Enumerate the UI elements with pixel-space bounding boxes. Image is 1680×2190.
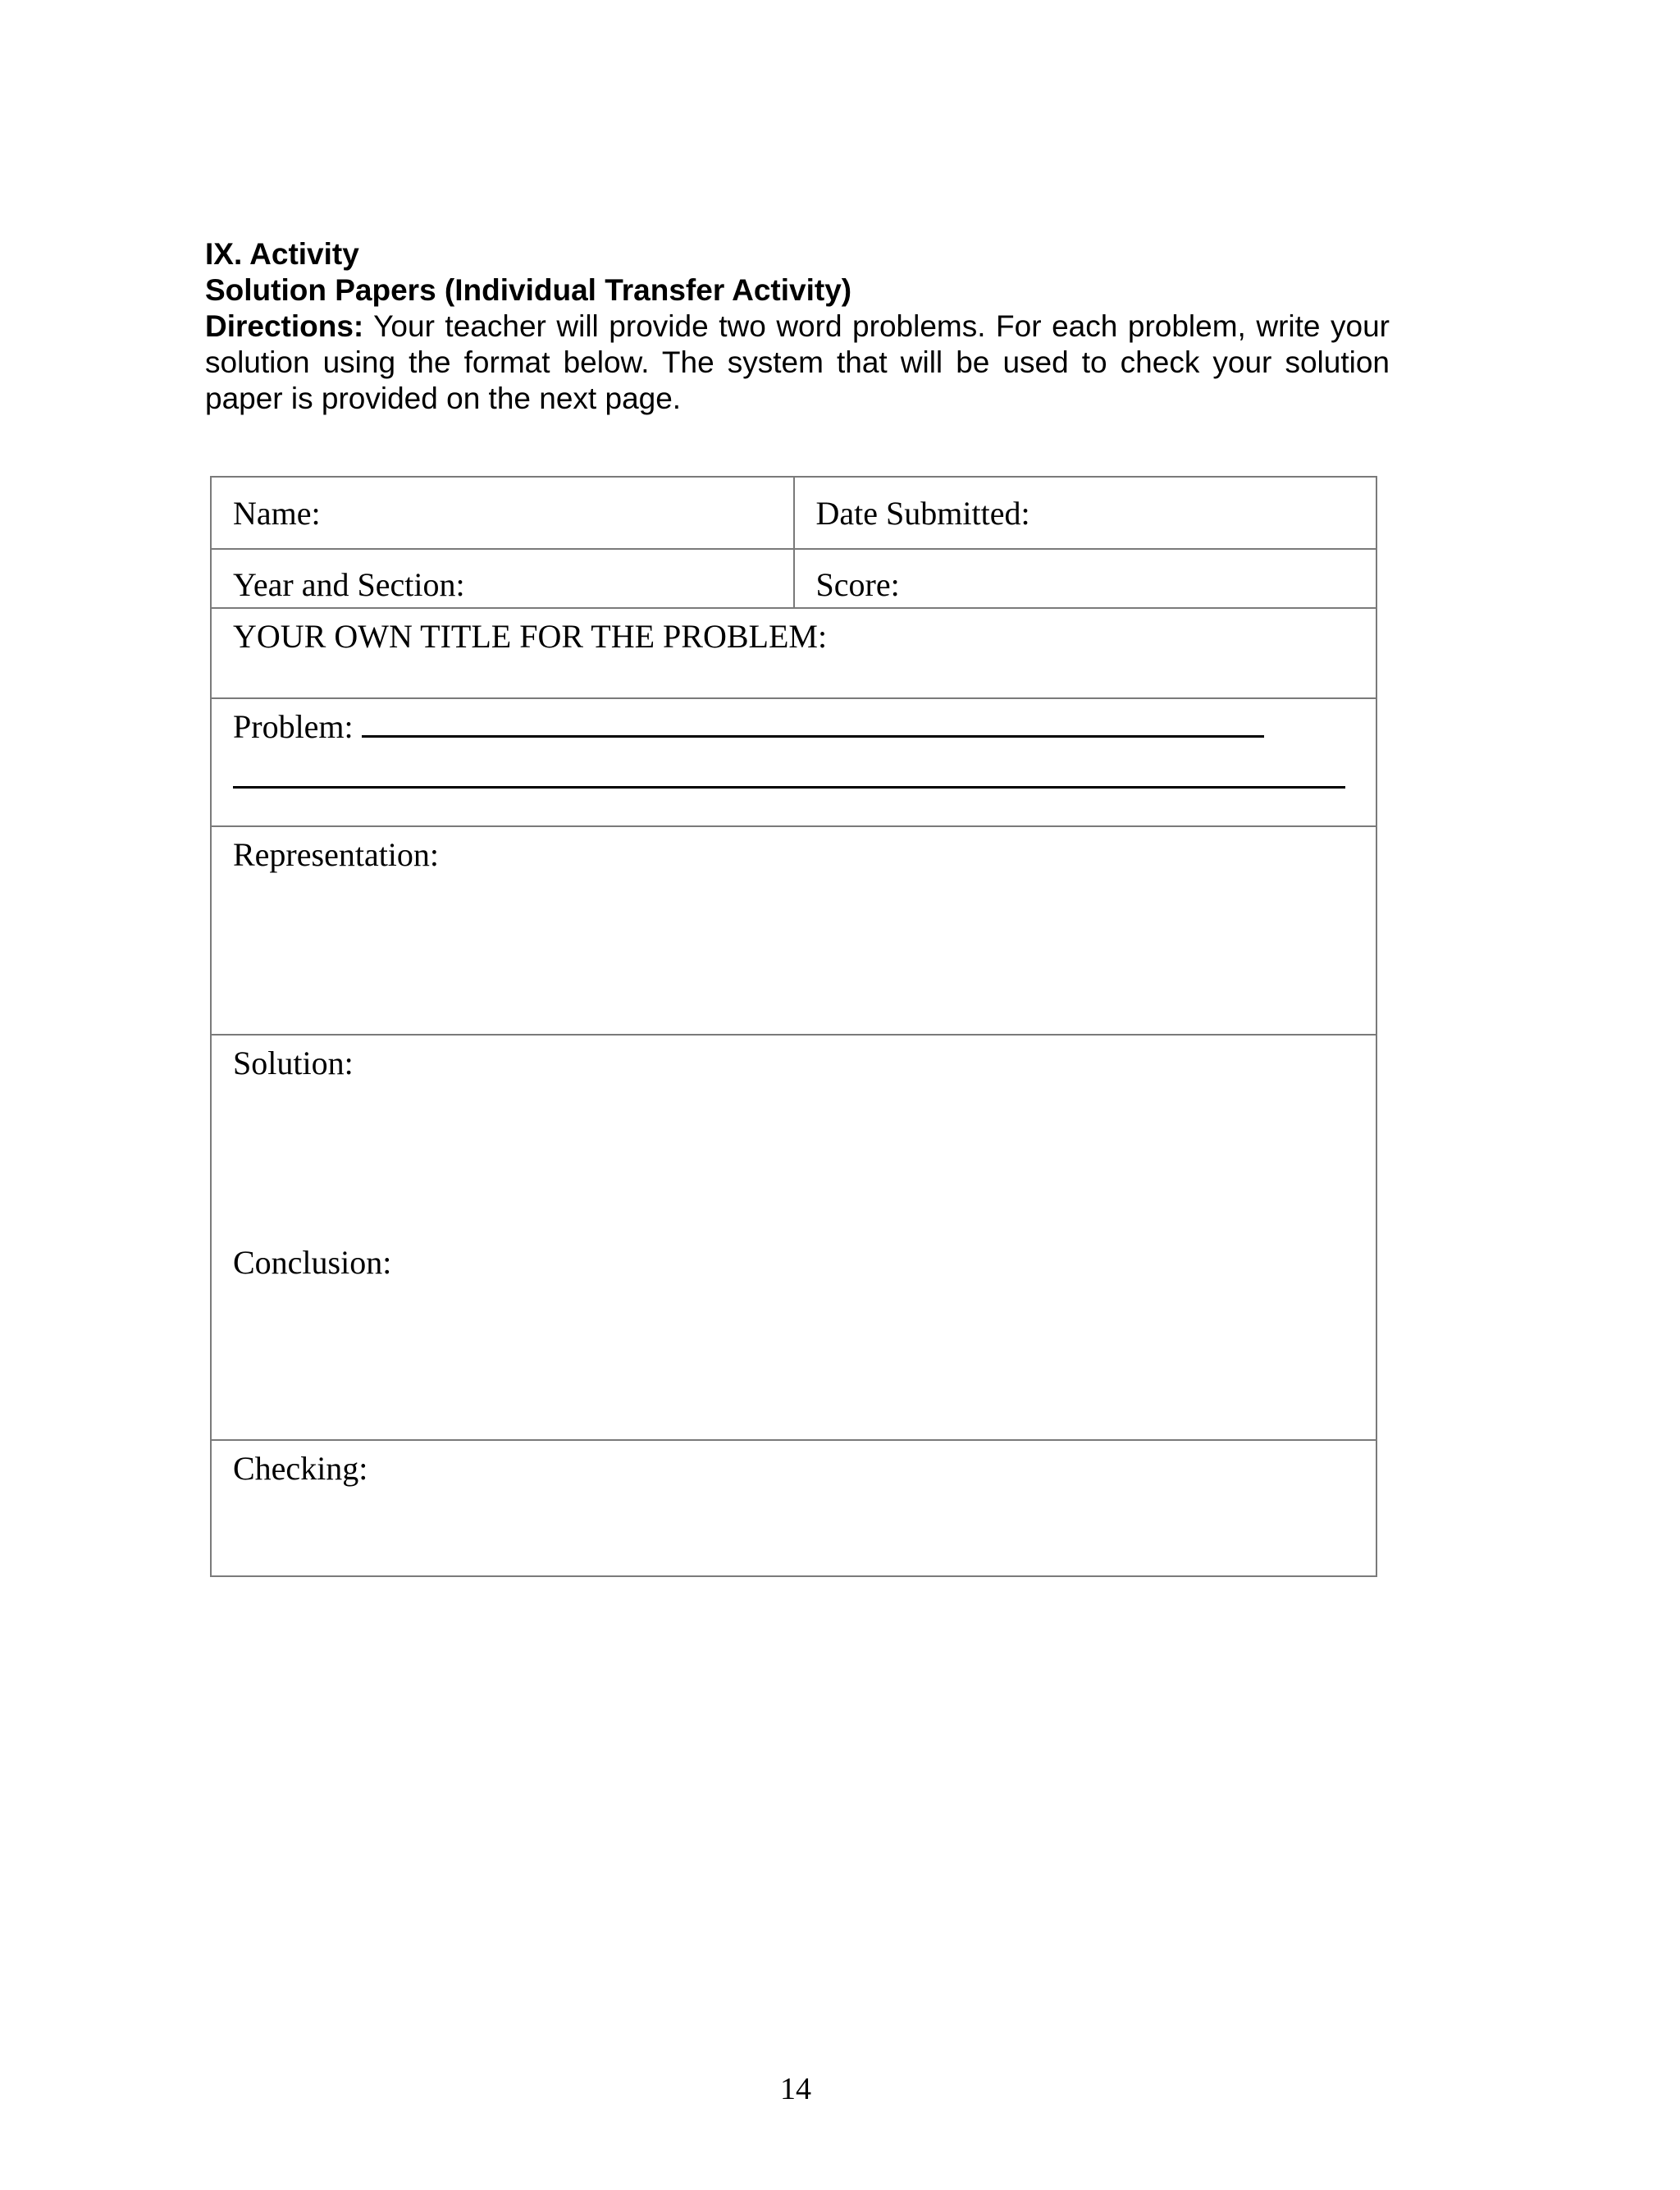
form-row-solution (211, 1035, 1376, 1440)
form-row-title (211, 608, 1376, 698)
directions-label: Directions: (205, 309, 364, 343)
representation-field[interactable] (211, 826, 1376, 1035)
form-row-year (211, 549, 1376, 608)
problem-field[interactable] (211, 698, 1376, 826)
problem-title-field[interactable] (211, 608, 1376, 698)
directions-paragraph (205, 309, 1390, 417)
page-number: 14 (780, 2072, 811, 2106)
year-section-field[interactable] (211, 549, 794, 608)
form-row-checking (211, 1440, 1376, 1576)
solution-label: Solution: (233, 1045, 354, 1081)
activity-title: Solution Papers (Individual Transfer Activity) (205, 273, 852, 307)
date-submitted-field[interactable] (794, 477, 1377, 549)
problem-label: Problem: (233, 708, 354, 745)
score-field[interactable] (794, 549, 1377, 608)
form-row-problem (211, 698, 1376, 826)
solution-field[interactable] (211, 1035, 1376, 1440)
conclusion-label: Conclusion: (233, 1244, 392, 1281)
year-section-label: Year and Section: (233, 566, 465, 603)
section-title: IX. Activity (205, 237, 359, 271)
name-label: Name: (233, 494, 321, 532)
date-submitted-label: Date Submitted: (815, 494, 1030, 532)
form-row-name (211, 477, 1376, 549)
checking-label: Checking: (233, 1450, 368, 1487)
problem-blank-line-1 (362, 734, 1264, 738)
solution-paper-form (210, 476, 1377, 1577)
problem-title-label: YOUR OWN TITLE FOR THE PROBLEM: (233, 618, 828, 655)
directions-text: Your teacher will provide two word problems. For each problem, write your solution using the format below. The system that will be used to check your solution paper is provided on the next page. (205, 309, 1390, 415)
representation-label: Representation: (233, 836, 440, 873)
checking-field[interactable] (211, 1440, 1376, 1576)
problem-blank-line-2 (233, 785, 1345, 789)
score-label: Score: (815, 566, 900, 603)
activity-header (205, 236, 1390, 417)
form-row-representation (211, 826, 1376, 1035)
name-field[interactable] (211, 477, 794, 549)
